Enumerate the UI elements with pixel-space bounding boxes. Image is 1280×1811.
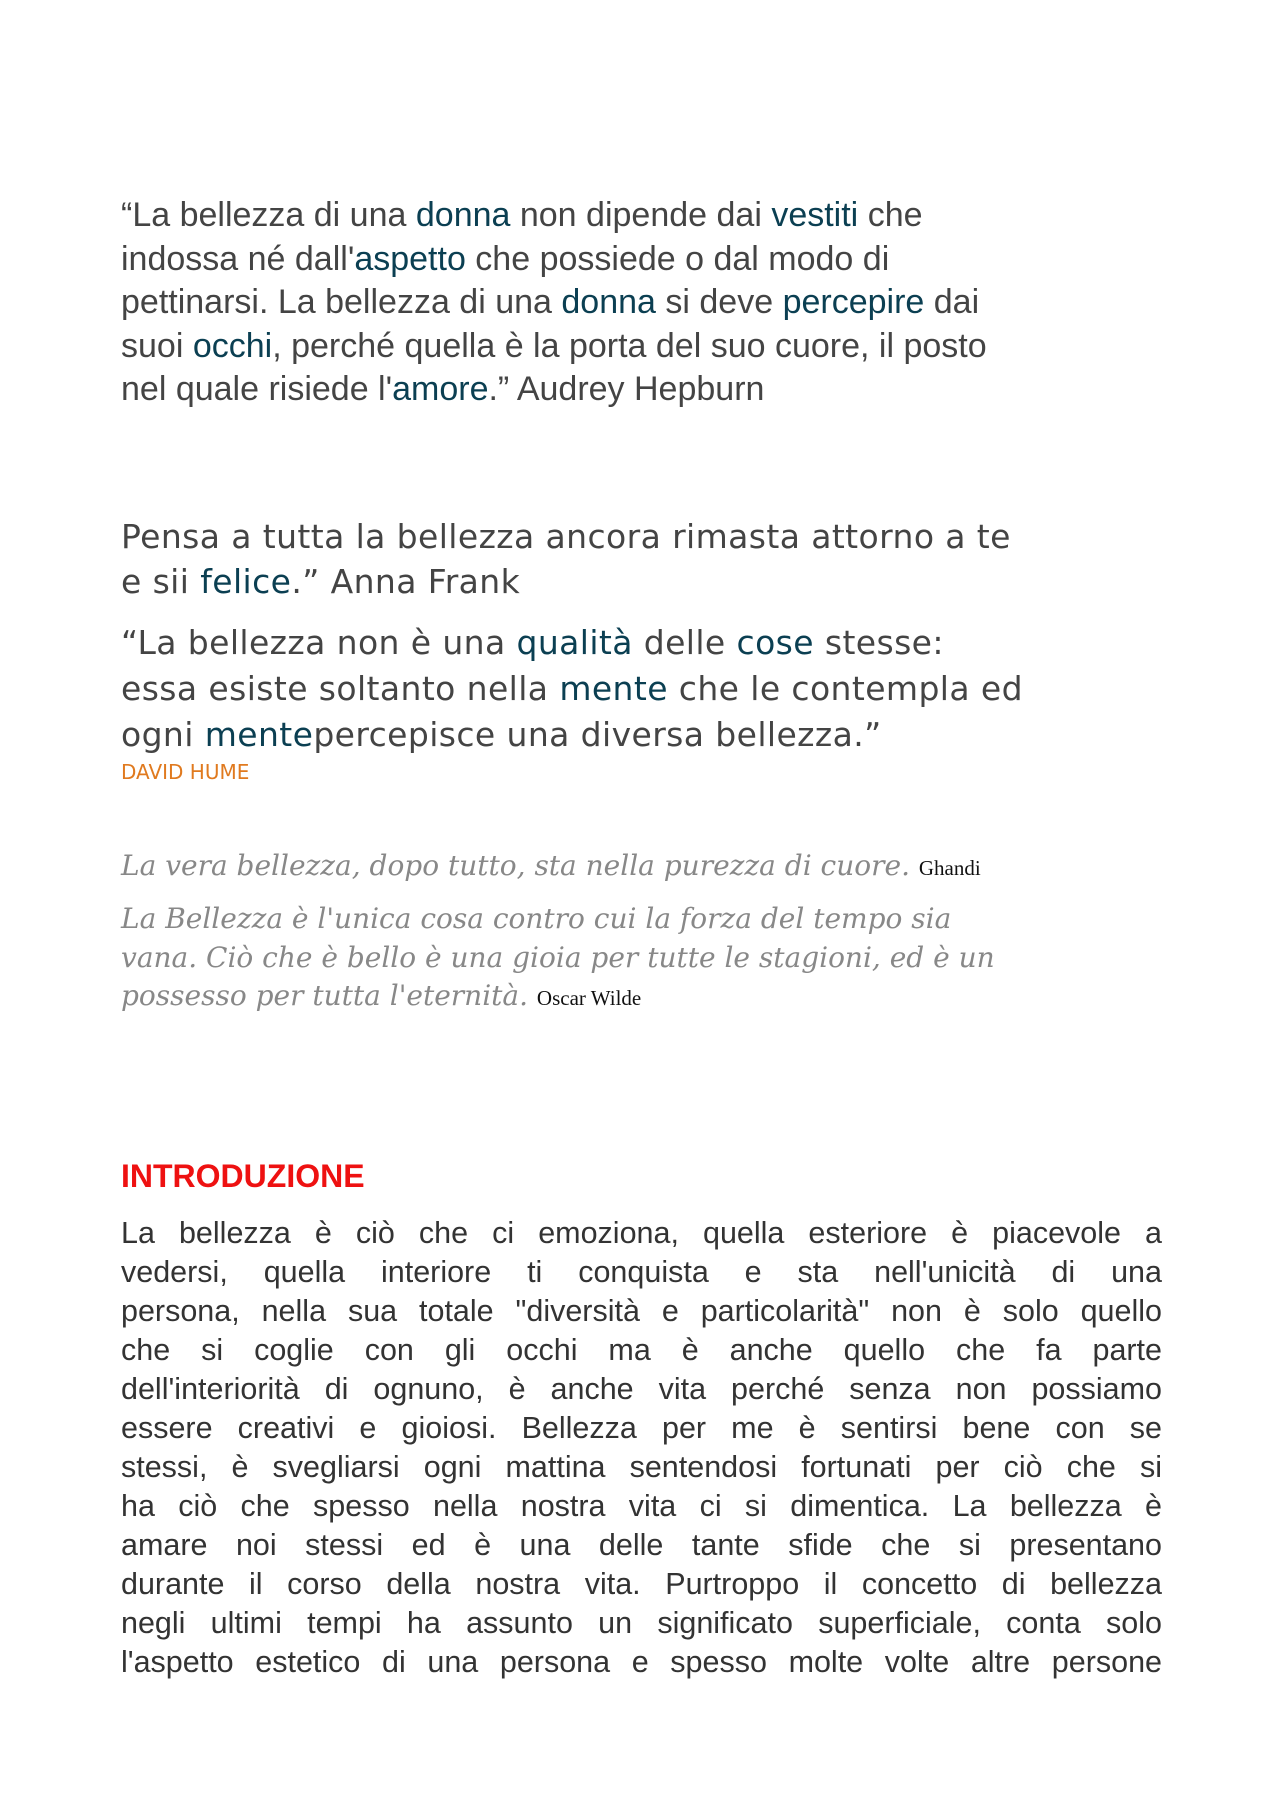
quote-text: che possiede o dal modo di [465,239,890,278]
quote-line [121,712,1166,758]
paragraph-line: vedersi, quella interiore ti conquista e sta nell'unicità di una [121,1255,1162,1289]
quote-audrey-hepburn [121,194,1166,412]
quote-text: e sii [121,562,201,601]
quote-text: pettinarsi. La bellezza di una [121,283,562,321]
quote-text: “La bellezza non è una [121,623,517,662]
quote-text: La Bellezza è l'unica cosa contro cui la forza del tempo sia [121,902,952,935]
quote-text: suoi [121,326,193,365]
quote-line [121,514,1166,559]
paragraph-line: amare noi stessi ed è una delle tante sfide che si presentano [121,1528,1162,1562]
highlighted-word: amore [392,370,489,408]
quote-text: .” Anna Frank [291,562,521,601]
highlighted-word: cose [736,623,814,662]
quote-text: percepisce una diversa bellezza.” [313,715,882,754]
quote-text: delle [632,623,737,662]
quote-text: .” Audrey Hepburn [488,370,765,408]
quote-line [121,368,1166,412]
quote-author: Oscar Wilde [536,986,642,1010]
quote-text: indossa né dall' [121,239,355,278]
quote-ghandi [121,846,1166,888]
paragraph-line: dell'interiorità di ognuno, è anche vita perché senza non possiamo [121,1372,1162,1406]
section-heading-introduzione: INTRODUZIONE [121,1158,365,1194]
quote-line [121,666,1166,712]
quote-line [121,900,1166,939]
author-david-hume: DAVID HUME [121,760,250,784]
quote-text: possesso per tutta l'eternità. [121,979,537,1012]
highlighted-word: donna [561,283,656,321]
quote-line [121,977,1166,1018]
highlighted-word: percepire [782,283,925,321]
highlighted-word: mente [204,715,314,754]
quote-text: “La bellezza di una [121,196,416,234]
quote-text: ogni [121,715,205,754]
quote-text: dai [924,283,980,321]
quote-line [121,281,1166,325]
quote-author: Ghandi [918,856,981,880]
quote-text: Pensa a tutta la bellezza ancora rimasta attorno a te [121,517,1011,556]
paragraph-line: persona, nella sua totale "diversità e particolarità" non è solo quello [121,1294,1162,1328]
paragraph-line: l'aspetto estetico di una persona e spesso molte volte altre persone [121,1645,1162,1679]
quote-text: che le contempla ed [667,669,1023,708]
quote-line [121,325,1166,369]
quote-line [121,559,1166,604]
quote-line [121,238,1166,282]
quote-line [121,194,1166,238]
quote-text: non dipende dai [510,196,772,234]
quote-text: stesse: [813,623,944,662]
paragraph-line: negli ultimi tempi ha assunto un significato superficiale, conta solo [121,1606,1162,1640]
paragraph-line: ha ciò che spesso nella nostra vita ci si dimentica. La bellezza è [121,1489,1162,1523]
highlighted-word: felice [200,562,292,601]
paragraph-line: durante il corso della nostra vita. Purtroppo il concetto di bellezza [121,1567,1162,1601]
highlighted-word: aspetto [354,239,466,278]
quote-text: che [858,196,923,234]
quote-text: essa esiste soltanto nella [121,669,560,708]
quote-oscar-wilde [121,900,1166,1018]
highlighted-word: donna [415,196,511,234]
highlighted-word: mente [559,669,668,708]
paragraph-line: che si coglie con gli occhi ma è anche quello che fa parte [121,1333,1162,1367]
intro-paragraph [121,1214,1162,1682]
highlighted-word: occhi [192,326,273,365]
quote-line [121,846,1166,888]
paragraph-line: essere creativi e gioiosi. Bellezza per me è sentirsi bene con se [121,1411,1162,1445]
highlighted-word: vestiti [771,196,859,234]
paragraph-line: stessi, è svegliarsi ogni mattina sentendosi fortunati per ciò che si [121,1450,1162,1484]
highlighted-word: qualità [516,623,633,662]
quote-anna-frank [121,514,1166,604]
paragraph-line: La bellezza è ciò che ci emoziona, quella esteriore è piacevole a [121,1216,1162,1250]
quote-text: vana. Ciò che è bello è una gioia per tutte le stagioni, ed è un [121,940,995,974]
quote-text: nel quale risiede l' [121,370,393,408]
quote-text: si deve [655,283,783,321]
quote-line [121,620,1166,666]
quote-david-hume [121,620,1166,758]
quote-line [121,939,1166,978]
quote-text: , perché quella è la porta del suo cuore, il posto [272,326,987,365]
quote-text: La vera bellezza, dopo tutto, sta nella purezza di cuore. [121,849,919,882]
